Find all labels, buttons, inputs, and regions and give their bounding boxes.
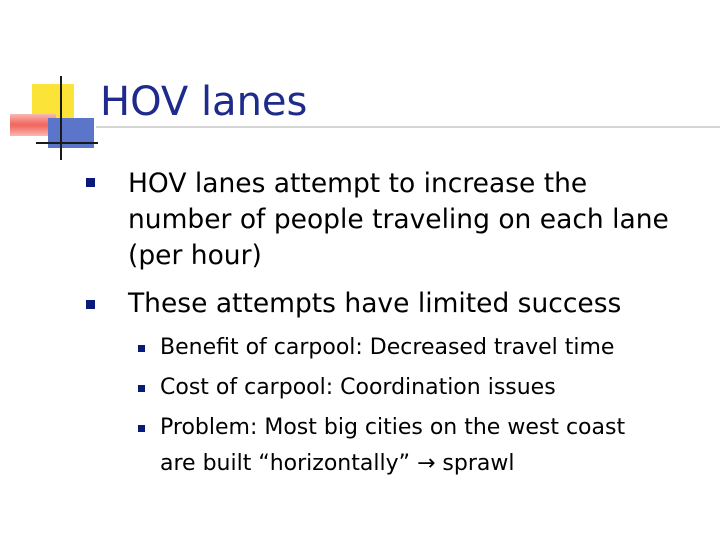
sub-bullet-3-line-1: Problem: Most big cities on the west coast: [160, 415, 626, 440]
sub-bullet-square-icon: [138, 385, 145, 392]
sub-bullet-3-after-arrow: sprawl: [435, 451, 515, 476]
right-arrow-icon: →: [416, 451, 436, 476]
bullet-1-line-2: number of people traveling on each lane: [128, 204, 669, 235]
logo-vertical-line: [60, 76, 62, 160]
sub-bullet-1: Benefit of carpool: Decreased travel time: [160, 335, 615, 360]
title-underline: [96, 126, 720, 128]
sub-bullet-2: Cost of carpool: Coordination issues: [160, 375, 556, 400]
bullet-square-icon: [86, 178, 95, 187]
bullet-2-line-1: These attempts have limited success: [128, 288, 622, 319]
sub-bullet-square-icon: [138, 345, 145, 352]
bullet-1-line-3: (per hour): [128, 240, 262, 271]
logo-horizontal-line: [36, 142, 98, 144]
sub-bullet-3-line-2: [160, 450, 514, 478]
sub-bullet-3-line-2-text: are built “horizontally”: [160, 451, 410, 476]
sub-bullet-square-icon: [138, 425, 145, 432]
bullet-1-line-1: HOV lanes attempt to increase the: [128, 168, 588, 199]
slide-title: HOV lanes: [100, 79, 308, 125]
bullet-square-icon: [86, 300, 95, 309]
